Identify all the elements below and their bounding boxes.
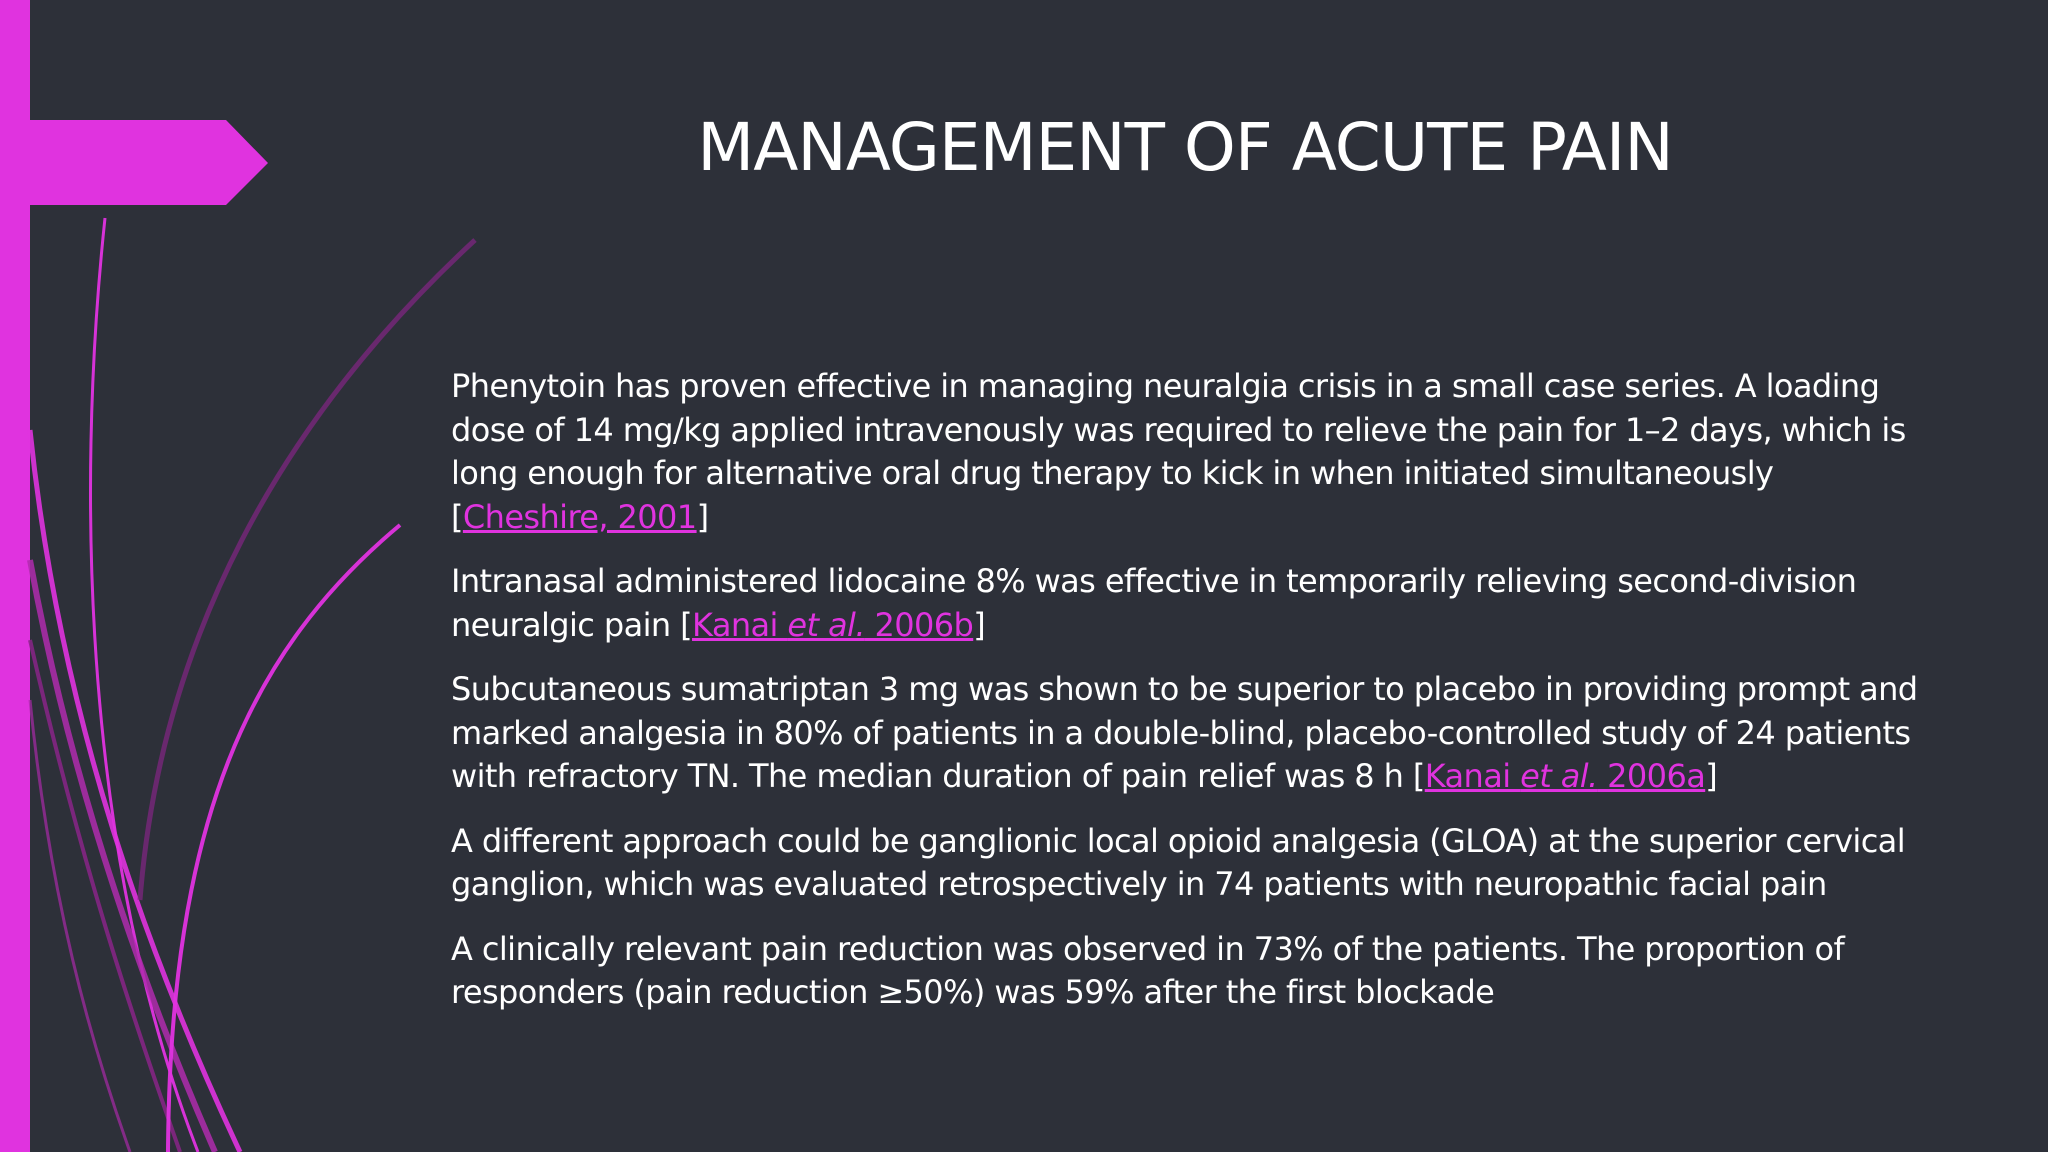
- citation-link[interactable]: Cheshire, 2001: [462, 497, 697, 536]
- paragraph-text: ]: [1705, 757, 1718, 795]
- paragraph-text: A different approach could be ganglionic local opioid analgesia (GLOA) at the superior cervical ganglion, which was evaluated retrospectively in 74 patients with neuropathic facial pain: [451, 821, 1905, 903]
- citation-link[interactable]: 2006b: [864, 605, 974, 644]
- citation-link[interactable]: et al.: [1520, 757, 1598, 795]
- citation-link[interactable]: et al.: [787, 605, 865, 644]
- title-arrow-banner: [30, 120, 268, 205]
- paragraph-text: Intranasal administered lidocaine 8% was effective in temporarily relieving second-division neuralgic pain [: [451, 562, 1857, 644]
- paragraph-text: A clinically relevant pain reduction was observed in 73% of the patients. The proportion of responders (pain reduction ≥50%) was 59% after the first blockade: [451, 929, 1845, 1011]
- citation-link[interactable]: Kanai: [1424, 757, 1521, 795]
- citation-link[interactable]: Kanai: [692, 605, 788, 644]
- citation-link[interactable]: 2006a: [1597, 757, 1706, 795]
- body-paragraph: [451, 560, 1921, 647]
- slide-body: [451, 365, 1921, 1036]
- paragraph-text: Phenytoin has proven effective in managing neuralgia crisis in a small case series. A loading dose of 14 mg/kg applied intravenously was required to relieve the pain for 1–2 days, which is long enough for alternative oral drug therapy to kick in when initiated simultaneously [: [451, 367, 1906, 536]
- paragraph-text: ]: [696, 497, 709, 536]
- body-paragraph: [451, 668, 1921, 799]
- paragraph-text: ]: [973, 605, 986, 644]
- body-paragraph: [451, 820, 1921, 907]
- left-accent-bar: [0, 0, 30, 1152]
- paragraph-text: Subcutaneous sumatriptan 3 mg was shown to be superior to placebo in providing prompt and marked analgesia in 80% of patients in a double-blind, placebo-controlled study of 24 patients with refractory TN. The median duration of pain relief was 8 h [: [451, 670, 1918, 795]
- body-paragraph: [451, 365, 1921, 539]
- decorative-curves: [30, 218, 475, 1152]
- body-paragraph: [451, 928, 1921, 1015]
- slide-title: MANAGEMENT OF ACUTE PAIN: [697, 109, 1673, 186]
